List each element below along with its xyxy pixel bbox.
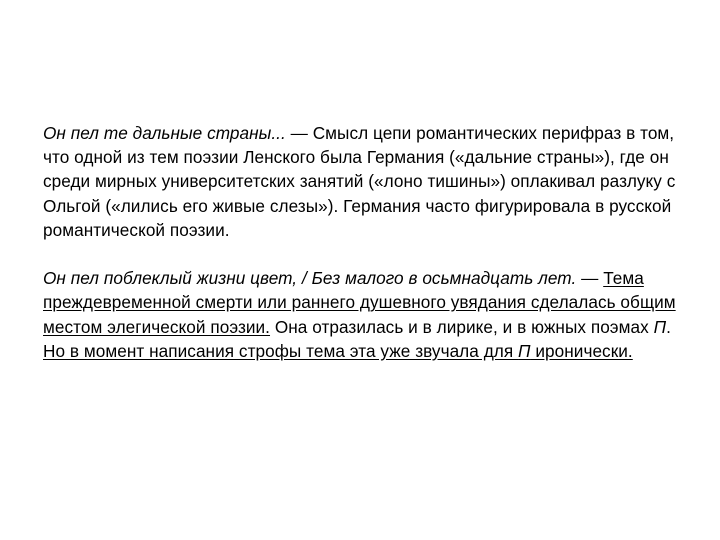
commentary-body: — Смысл цепи романтических перифраз в том, что одной из тем поэзии Ленского была Германия («дальние страны»), где он среди мирных университетских занятий («лоно тишины») оплакивал разлуку с Ольгой («лились его живые слезы»). Германия часто фигурировала в русской романтической поэзии.	[43, 123, 676, 240]
commentary-text	[43, 121, 683, 363]
underlined-text: иронически.	[530, 340, 633, 361]
author-initial: П	[653, 316, 667, 337]
commentary-body: Она отразилась и в лирике, и в южных поэмах	[270, 316, 654, 337]
underlined-sentence: Тема преждевременной смерти или раннего душевного увядания сделалась общим местом элегической поэзии.	[43, 268, 676, 337]
underlined-sentence-final	[43, 341, 633, 361]
paragraph-early-death-theme	[43, 266, 683, 363]
quote-italic: Он пел поблеклый жизни цвет, / Без малого в осьмнадцать лет.	[43, 268, 577, 289]
underlined-text: Но в момент написания строфы тема эта уже звучала для	[43, 340, 519, 361]
punctuation: .	[666, 316, 671, 337]
author-initial: П	[518, 340, 531, 361]
paragraph-lensky-germany	[43, 121, 683, 242]
quote-italic: Он пел те дальные страны...	[43, 123, 286, 143]
dash: —	[576, 268, 604, 289]
